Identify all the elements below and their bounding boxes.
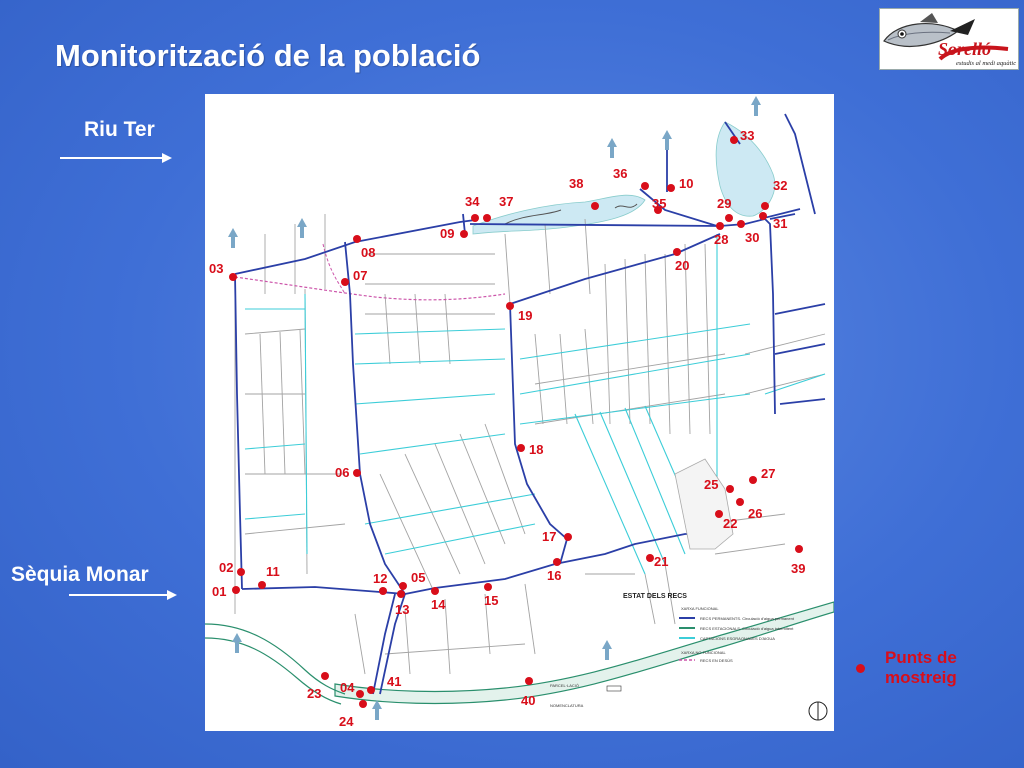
irrigation-map (205, 94, 834, 731)
sampling-point-label-19: 19 (518, 308, 533, 323)
sampling-point-label-36: 36 (613, 166, 628, 181)
legend-note-nomenclature: NOMENCLATURA (550, 703, 584, 708)
sampling-point-12 (379, 587, 387, 595)
legend-item-permanent: RECS PERMANENTS. Circulació d'aigua permanent (700, 616, 794, 621)
sampling-point-15 (484, 583, 492, 591)
sampling-point-label-04: 04 (340, 680, 355, 695)
sampling-point-label-18: 18 (529, 442, 544, 457)
sampling-point-label-03: 03 (209, 261, 224, 276)
sampling-point-label-25: 25 (704, 477, 719, 492)
sampling-point-14 (431, 587, 439, 595)
sampling-point-label-12: 12 (373, 571, 388, 586)
sampling-point-06 (353, 469, 361, 477)
sampling-point-18 (517, 444, 525, 452)
logo-tagline: estudis al medi aquàtic (956, 60, 1017, 67)
sampling-point-label-33: 33 (740, 128, 755, 143)
sampling-point-label-32: 32 (773, 178, 788, 193)
page-title: Monitorització de la població (55, 38, 481, 73)
sampling-point-label-35: 35 (652, 196, 667, 211)
sampling-point-label-07: 07 (353, 268, 368, 283)
sampling-point-label-34: 34 (465, 194, 480, 209)
sampling-point-05 (399, 582, 407, 590)
sampling-point-23 (321, 672, 329, 680)
sorello-logo (879, 8, 1019, 70)
sampling-point-label-08: 08 (361, 245, 376, 260)
sampling-point-label-24: 24 (339, 714, 354, 729)
sampling-point-label-14: 14 (431, 597, 446, 612)
sampling-point-34 (471, 214, 479, 222)
sampling-point-label-29: 29 (717, 196, 732, 211)
sampling-point-label-13: 13 (395, 602, 410, 617)
sampling-point-label-31: 31 (773, 216, 788, 231)
river-ter-label: Riu Ter (84, 118, 155, 141)
sampling-point-27 (749, 476, 757, 484)
sampling-point-label-02: 02 (219, 560, 234, 575)
sampling-point-04 (356, 690, 364, 698)
legend-note-parcel: PARCEL·LACIÓ (550, 683, 580, 688)
fish-logo-icon (880, 9, 1018, 69)
sampling-point-label-09: 09 (440, 226, 455, 241)
sampling-point-legend-label: Punts de mostreig (885, 648, 957, 687)
legend-item-functional: XARXA FUNCIONAL (681, 606, 719, 611)
logo-wordmark: Sorelló (938, 39, 992, 59)
sampling-point-33 (730, 136, 738, 144)
sampling-point-24 (359, 700, 367, 708)
sampling-point-37 (483, 214, 491, 222)
legend-item-captures: CAPTACIONS ESGRAONADES D'AIGUA (700, 636, 775, 641)
sampling-point-label-20: 20 (675, 258, 690, 273)
sampling-point-label-28: 28 (714, 232, 729, 247)
sampling-point-21 (646, 554, 654, 562)
secondary-channels (245, 234, 825, 574)
canal-arrow-icon (69, 588, 179, 602)
sampling-point-31 (759, 212, 767, 220)
sampling-point-38 (591, 202, 599, 210)
sampling-point-13 (397, 590, 405, 598)
sampling-point-36 (641, 182, 649, 190)
sampling-point-40 (525, 677, 533, 685)
sampling-point-label-30: 30 (745, 230, 760, 245)
legend-item-nonfunctional: XARXA NO FUNCIONAL (681, 650, 726, 655)
sampling-point-10 (667, 184, 675, 192)
sampling-point-29 (725, 214, 733, 222)
sampling-point-08 (353, 235, 361, 243)
river-arrow-icon (60, 151, 174, 165)
sampling-point-label-16: 16 (547, 568, 562, 583)
sampling-point-22 (715, 510, 723, 518)
sequia-monar-label: Sèquia Monar (11, 563, 149, 586)
map-legend-title: ESTAT DELS RECS (623, 593, 687, 600)
sampling-point-03 (229, 273, 237, 281)
sampling-point-label-22: 22 (723, 516, 738, 531)
sampling-point-label-21: 21 (654, 554, 669, 569)
sampling-point-label-23: 23 (307, 686, 322, 701)
sampling-point-label-05: 05 (411, 570, 426, 585)
sampling-point-label-27: 27 (761, 466, 776, 481)
sampling-point-07 (341, 278, 349, 286)
sampling-point-02 (237, 568, 245, 576)
sampling-point-11 (258, 581, 266, 589)
sampling-point-26 (736, 498, 744, 506)
sampling-point-label-10: 10 (679, 176, 694, 191)
sampling-point-32 (761, 202, 769, 210)
sampling-point-28 (716, 222, 724, 230)
sampling-point-39 (795, 545, 803, 553)
sampling-point-19 (506, 302, 514, 310)
sampling-point-25 (726, 485, 734, 493)
sampling-point-label-11: 11 (266, 564, 280, 579)
sampling-point-label-38: 38 (569, 176, 584, 191)
sampling-point-41 (367, 686, 375, 694)
sampling-point-30 (737, 220, 745, 228)
sampling-point-label-01: 01 (212, 584, 227, 599)
sampling-point-01 (232, 586, 240, 594)
legend-item-disused: RECS EN DESÚS (700, 658, 733, 663)
sampling-point-label-15: 15 (484, 593, 499, 608)
legend-item-seasonal: RECS ESTACIONALS. Circulació d'aigua intermitent (700, 626, 794, 631)
map-canvas (205, 94, 834, 731)
sampling-point-label-26: 26 (748, 506, 763, 521)
sampling-point-label-39: 39 (791, 561, 806, 576)
sampling-point-09 (460, 230, 468, 238)
sampling-point-label-41: 41 (387, 674, 402, 689)
sampling-point-20 (673, 248, 681, 256)
sampling-point-label-06: 06 (335, 465, 350, 480)
sampling-point-legend-dot (856, 664, 865, 673)
sampling-point-16 (553, 558, 561, 566)
sampling-point-label-37: 37 (499, 194, 514, 209)
sampling-point-label-40: 40 (521, 693, 536, 708)
sampling-point-label-17: 17 (542, 529, 557, 544)
disused-canal (235, 277, 505, 300)
sampling-point-17 (564, 533, 572, 541)
